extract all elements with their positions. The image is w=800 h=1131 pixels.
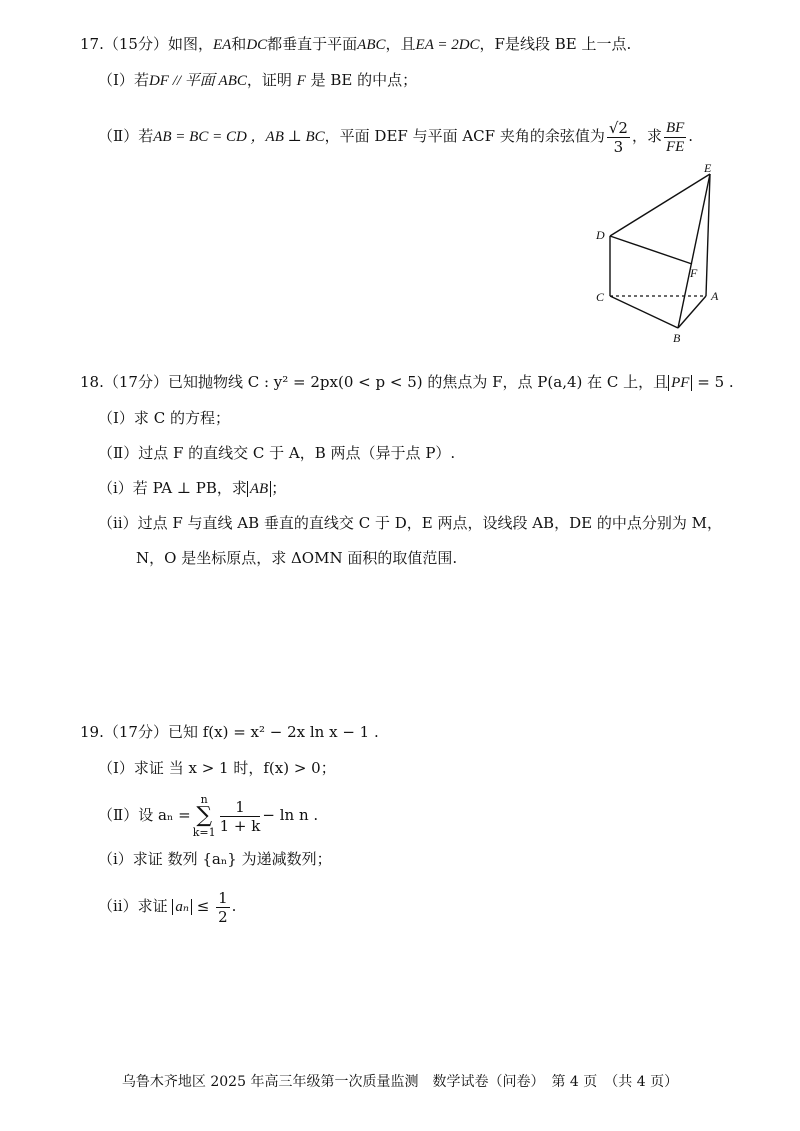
label-f: F — [690, 266, 698, 280]
q17-abc: ABC — [357, 37, 386, 53]
q19-part2-ii — [98, 886, 236, 927]
edge-df — [610, 236, 692, 264]
q17-score: （15分） — [103, 35, 168, 53]
sum-upper: n — [200, 793, 208, 806]
q17-text: ，平面 DEF 与平面 ACF 夹角的余弦值为 — [324, 127, 605, 145]
q17-part2 — [98, 116, 693, 157]
edge-eb — [678, 174, 710, 328]
q17-ea: EA — [212, 37, 232, 53]
q19-half-fraction — [216, 889, 230, 926]
q17-text: 如图， — [167, 35, 213, 53]
frac-num: BF — [665, 119, 685, 136]
q19-text: 已知 f(x) = x² − 2x ln x − 1 . — [167, 723, 379, 741]
q17-text: ，F是线段 BE 上一点. — [479, 35, 632, 53]
sum-lower: k=1 — [192, 826, 216, 839]
q17-text: . — [688, 127, 694, 145]
q17-text: ，证明 — [246, 71, 297, 89]
frac-den: 3 — [613, 137, 624, 156]
q17-text: ，求 — [631, 127, 662, 145]
q19-stem — [80, 722, 379, 742]
q17-text: 和 — [231, 35, 247, 53]
q17-text: ，且 — [385, 35, 416, 53]
q19-text: . — [231, 897, 237, 915]
q19-number: 19. — [80, 723, 104, 741]
frac-den: FE — [665, 138, 685, 155]
frac-den: 2 — [218, 907, 228, 926]
q17-text: 都垂直于平面 — [267, 35, 358, 53]
q19-an-abs: aₙ — [172, 899, 192, 915]
frac-num: 1 — [218, 888, 228, 907]
q18-stem — [80, 372, 734, 393]
q19-text: （Ⅱ）设 aₙ = — [98, 806, 191, 824]
sum-symbol — [193, 794, 216, 838]
q18-number: 18. — [80, 373, 104, 391]
label-b: B — [673, 331, 681, 345]
label-e: E — [704, 161, 712, 175]
q19-score: （17分） — [103, 723, 168, 741]
frac-den: 1 + k — [219, 816, 261, 835]
q19-part2-i: （ⅰ）求证 数列 {aₙ} 为递减数列； — [98, 850, 332, 868]
q17-number: 17. — [80, 35, 104, 53]
page-footer: 乌鲁木齐地区 2025 年高三年级第一次质量监测 数学试卷（问卷） 第 4 页 （共 4 页） — [121, 1074, 679, 1090]
q19-part2 — [98, 793, 318, 838]
q17-p1-f: F — [296, 73, 306, 89]
q19-text: ≤ — [191, 897, 215, 915]
q17-dc: DC — [246, 37, 268, 53]
geometry-figure — [590, 160, 730, 345]
q18-pf-abs: PF — [668, 375, 692, 391]
q17-text: 若 — [133, 71, 149, 89]
q18-text: （ⅰ）若 PA ⊥ PB，求 — [98, 479, 247, 497]
q17-answer-fraction — [664, 119, 686, 156]
q17-p2-tag: （Ⅱ） — [98, 127, 139, 145]
q18-text: ； — [271, 479, 287, 497]
q18-text: = 5 . — [692, 373, 734, 391]
label-d: D — [596, 228, 605, 242]
q19-part1: （Ⅰ）求证 当 x > 1 时，f(x) > 0； — [98, 759, 336, 777]
q17-stem — [80, 34, 631, 55]
q17-part1 — [98, 70, 417, 91]
edge-cb — [610, 296, 678, 328]
q18-text: 已知抛物线 C : y² = 2px(0 < p < 5) 的焦点为 F，点 P(a,4) 在 C 上，且 — [167, 373, 669, 391]
q17-p2-cond: AB = BC = CD ，AB ⊥ BC — [153, 129, 325, 145]
q18-score: （17分） — [103, 373, 168, 391]
q19-text: （ⅱ）求证 — [98, 897, 173, 915]
q17-text: 是 BE 的中点； — [305, 71, 418, 89]
q17-p1-cond: DF // 平面 ABC — [148, 73, 247, 89]
edge-de — [610, 174, 710, 236]
q18-part2-i — [98, 478, 286, 499]
label-a: A — [711, 289, 719, 303]
q18-part2-ii-line2: N，O 是坐标原点，求 ΔOMN 面积的取值范围. — [136, 549, 458, 567]
q17-cos-fraction — [607, 119, 630, 156]
q18-part1: （Ⅰ）求 C 的方程； — [98, 409, 230, 427]
edge-ba — [678, 296, 706, 328]
frac-num: 1 — [220, 798, 261, 817]
q18-ab-abs: AB — [247, 481, 271, 497]
sigma-icon: ∑ — [196, 803, 213, 828]
label-c: C — [596, 290, 605, 304]
q19-fraction — [220, 798, 261, 835]
q17-eq: EA = 2DC — [415, 37, 480, 53]
q19-text: − ln n . — [262, 806, 319, 824]
frac-num: √2 — [608, 118, 628, 137]
q18-part2: （Ⅱ）过点 F 的直线交 C 于 A，B 两点（异于点 P）. — [98, 444, 456, 462]
q18-part2-ii-line1: （ⅱ）过点 F 与直线 AB 垂直的直线交 C 于 D，E 两点，设线段 AB，DE 的中点分别为 M， — [98, 514, 722, 532]
q17-p1-tag: （Ⅰ） — [98, 71, 134, 89]
q17-text: 若 — [138, 127, 154, 145]
